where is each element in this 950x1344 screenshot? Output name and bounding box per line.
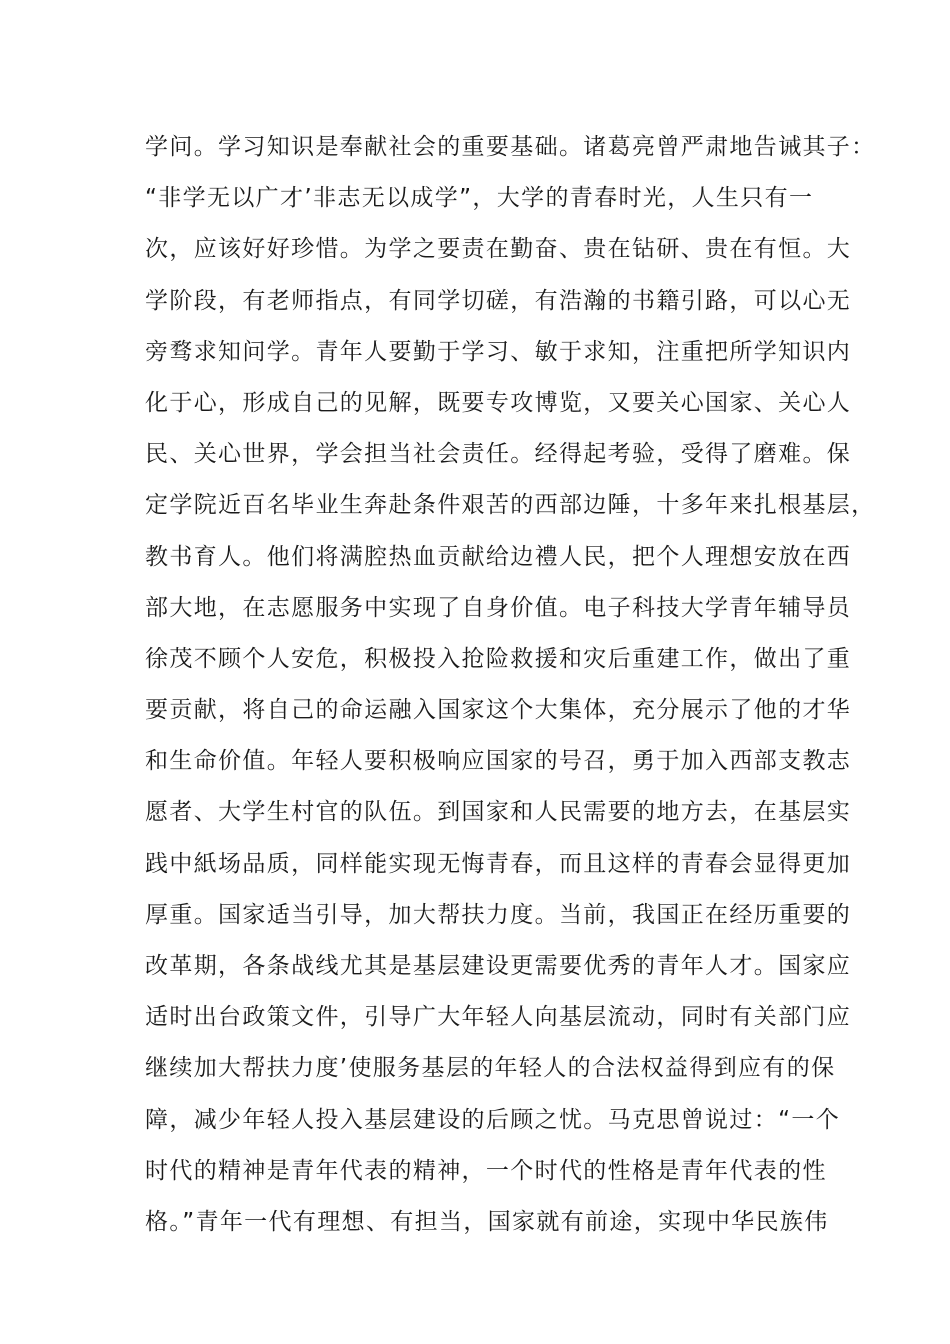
text-line: 学问。学习知识是奉献社会的重要基础。诸葛亮曾严肃地告诫其子： — [145, 134, 876, 160]
text-line: 践中紙场品质，同样能实现无悔青春，而且这样的青春会显得更加 — [145, 850, 852, 877]
text-line: 学阶段，有老师指点，有同学切磋，有浩瀚的书籍引路，可以心无 — [145, 287, 852, 314]
body-text — [145, 127, 876, 1253]
text-line: 适时出台政策文件，引导广大年轻人向基层流动，同时有关部门应 — [145, 1004, 852, 1031]
text-line: 教书育人。他们将满腔热血贡献给边禮人民，把个人理想安放在西 — [145, 543, 852, 570]
text-line: 时代的精神是青年代表的精神，一个时代的性格是青年代表的性 — [145, 1157, 827, 1184]
text-line: 要贡献，将自己的命运融入国家这个大集体，充分展示了他的才华 — [145, 697, 852, 724]
text-line: 改革期，各条战线尤其是基层建设更需要优秀的青年人才。国家应 — [145, 953, 852, 979]
text-line: 和生命价值。年轻人要积极响应国家的号召，勇于加入西部支教志 — [145, 748, 852, 775]
text-line: 愿者、大学生村官的队伍。到国家和人民需要的地方去，在基层实 — [145, 799, 852, 826]
text-line: 障，减少年轻人投入基层建设的后顾之忧。马克思曾说过：“一个 — [145, 1106, 841, 1133]
text-line: 化于心，形成自己的见解，既要专攻博览，又要关心国家、关心人 — [145, 389, 852, 416]
text-line: 格。”青年一代有理想、有担当，国家就有前途，实现中华民族伟 — [145, 1208, 829, 1235]
text-line: “非学无以广才’非志无以成学”，大学的青春时光，人生只有一 — [145, 185, 814, 212]
text-line: 定学院近百名毕业生奔赴条件艰苦的西部边陲，十多年来扎根基层， — [145, 492, 876, 519]
text-line: 民、关心世界，学会担当社会责任。经得起考验，受得了磨难。保 — [145, 441, 852, 468]
text-line: 厚重。国家适当引导，加大帮扶力度。当前，我国正在经历重要的 — [145, 901, 852, 928]
text-line: 继续加大帮扶力度’使服务基层的年轻人的合法权益得到应有的保 — [145, 1055, 836, 1082]
text-line: 旁骛求知问学。青年人要勤于学习、敏于求知，注重把所学知识内 — [145, 338, 852, 365]
text-line: 部大地，在志愿服务中实现了自身价值。电子科技大学青年辅导员 — [145, 594, 852, 621]
text-line: 徐茂不顾个人安危，积极投入抢险救援和灾后重建工作，做出了重 — [145, 645, 852, 672]
text-line: 次，应该好好珍惜。为学之要责在勤奋、贵在钻研、贵在有恒。大 — [145, 236, 852, 263]
